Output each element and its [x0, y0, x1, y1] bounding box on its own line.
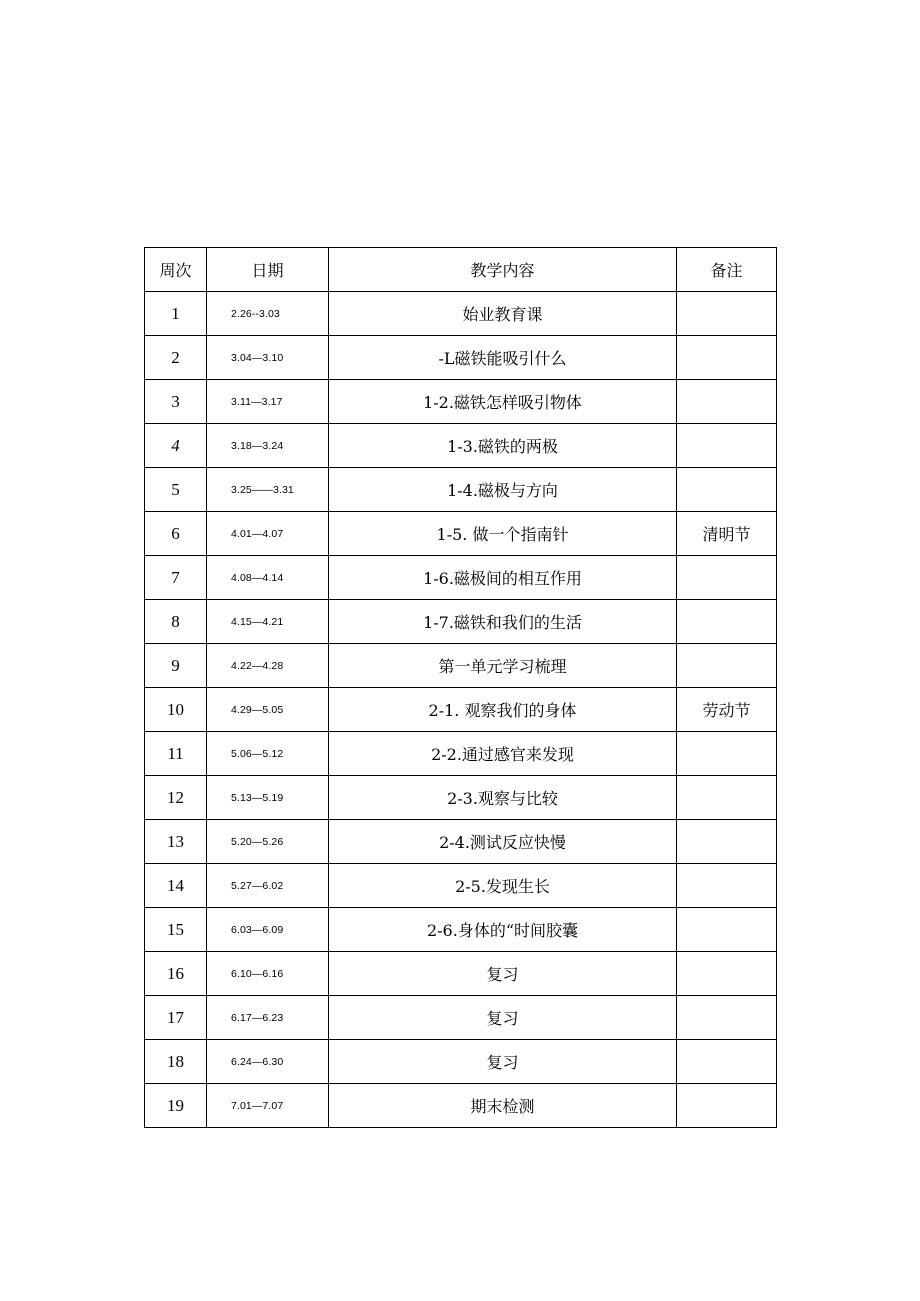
table-row [145, 952, 777, 996]
week-cell: 16 [145, 952, 207, 996]
week-cell: 7 [145, 556, 207, 600]
note-cell [677, 336, 777, 380]
week-cell: 13 [145, 820, 207, 864]
content-cell: 期末检测 [329, 1084, 677, 1128]
date-cell: 4.29—5.05 [207, 688, 329, 732]
content-cell: 2-5.发现生长 [329, 864, 677, 908]
note-cell [677, 996, 777, 1040]
note-cell [677, 1084, 777, 1128]
note-cell [677, 776, 777, 820]
content-cell: 1-6.磁极间的相互作用 [329, 556, 677, 600]
week-cell: 3 [145, 380, 207, 424]
content-cell: 1-3.磁铁的两极 [329, 424, 677, 468]
table-row [145, 996, 777, 1040]
header-note: 备注 [677, 248, 777, 292]
table-row [145, 644, 777, 688]
week-cell: 14 [145, 864, 207, 908]
table-row [145, 468, 777, 512]
week-cell: 5 [145, 468, 207, 512]
note-cell [677, 380, 777, 424]
table-row [145, 776, 777, 820]
week-cell: 2 [145, 336, 207, 380]
note-cell [677, 732, 777, 776]
date-cell: 4.22—4.28 [207, 644, 329, 688]
date-cell: 3.04—3.10 [207, 336, 329, 380]
content-cell: 2-1. 观察我们的身体 [329, 688, 677, 732]
week-cell: 18 [145, 1040, 207, 1084]
table-row [145, 600, 777, 644]
note-cell [677, 644, 777, 688]
week-cell: 12 [145, 776, 207, 820]
note-cell [677, 424, 777, 468]
week-cell: 9 [145, 644, 207, 688]
week-cell: 17 [145, 996, 207, 1040]
table-row [145, 820, 777, 864]
content-cell: 1-7.磁铁和我们的生活 [329, 600, 677, 644]
table-row [145, 336, 777, 380]
table-row [145, 732, 777, 776]
note-cell [677, 952, 777, 996]
content-cell: 2-2.通过感官来发现 [329, 732, 677, 776]
date-cell: 2.26--3.03 [207, 292, 329, 336]
date-cell: 4.01—4.07 [207, 512, 329, 556]
week-cell: 11 [145, 732, 207, 776]
content-cell: 复习 [329, 996, 677, 1040]
content-cell: 2-4.测试反应快慢 [329, 820, 677, 864]
date-cell: 5.06—5.12 [207, 732, 329, 776]
table-row [145, 864, 777, 908]
header-date: 日期 [207, 248, 329, 292]
week-cell: 15 [145, 908, 207, 952]
date-cell: 5.13—5.19 [207, 776, 329, 820]
content-cell: -L磁铁能吸引什么 [329, 336, 677, 380]
date-cell: 4.15—4.21 [207, 600, 329, 644]
week-cell: 1 [145, 292, 207, 336]
header-content: 教学内容 [329, 248, 677, 292]
content-cell: 1-5. 做一个指南针 [329, 512, 677, 556]
table-row [145, 424, 777, 468]
content-cell: 1-4.磁极与方向 [329, 468, 677, 512]
table-row [145, 1084, 777, 1128]
content-cell: 复习 [329, 952, 677, 996]
note-cell [677, 1040, 777, 1084]
content-cell: 2-6.身体的“时间胶囊 [329, 908, 677, 952]
week-cell: 6 [145, 512, 207, 556]
table-row [145, 512, 777, 556]
teaching-schedule-table [144, 247, 777, 1128]
table-row [145, 1040, 777, 1084]
table-row [145, 556, 777, 600]
week-cell: 19 [145, 1084, 207, 1128]
header-week: 周次 [145, 248, 207, 292]
date-cell: 6.17—6.23 [207, 996, 329, 1040]
week-cell: 4 [145, 424, 207, 468]
date-cell: 6.03—6.09 [207, 908, 329, 952]
date-cell: 3.25——3.31 [207, 468, 329, 512]
date-cell: 7.01—7.07 [207, 1084, 329, 1128]
date-cell: 5.20—5.26 [207, 820, 329, 864]
date-cell: 5.27—6.02 [207, 864, 329, 908]
date-cell: 3.18—3.24 [207, 424, 329, 468]
note-cell [677, 468, 777, 512]
week-cell: 8 [145, 600, 207, 644]
content-cell: 复习 [329, 1040, 677, 1084]
date-cell: 6.10—6.16 [207, 952, 329, 996]
note-cell [677, 864, 777, 908]
content-cell: 1-2.磁铁怎样吸引物体 [329, 380, 677, 424]
week-cell: 10 [145, 688, 207, 732]
table-header-row [145, 248, 777, 292]
table-row [145, 380, 777, 424]
note-cell: 清明节 [677, 512, 777, 556]
content-cell: 2-3.观察与比较 [329, 776, 677, 820]
date-cell: 4.08—4.14 [207, 556, 329, 600]
note-cell [677, 292, 777, 336]
note-cell [677, 820, 777, 864]
content-cell: 始业教育课 [329, 292, 677, 336]
note-cell [677, 908, 777, 952]
table-row [145, 292, 777, 336]
table-row [145, 908, 777, 952]
note-cell [677, 556, 777, 600]
note-cell: 劳动节 [677, 688, 777, 732]
date-cell: 6.24—6.30 [207, 1040, 329, 1084]
note-cell [677, 600, 777, 644]
content-cell: 第一单元学习梳理 [329, 644, 677, 688]
date-cell: 3.11—3.17 [207, 380, 329, 424]
table-row [145, 688, 777, 732]
